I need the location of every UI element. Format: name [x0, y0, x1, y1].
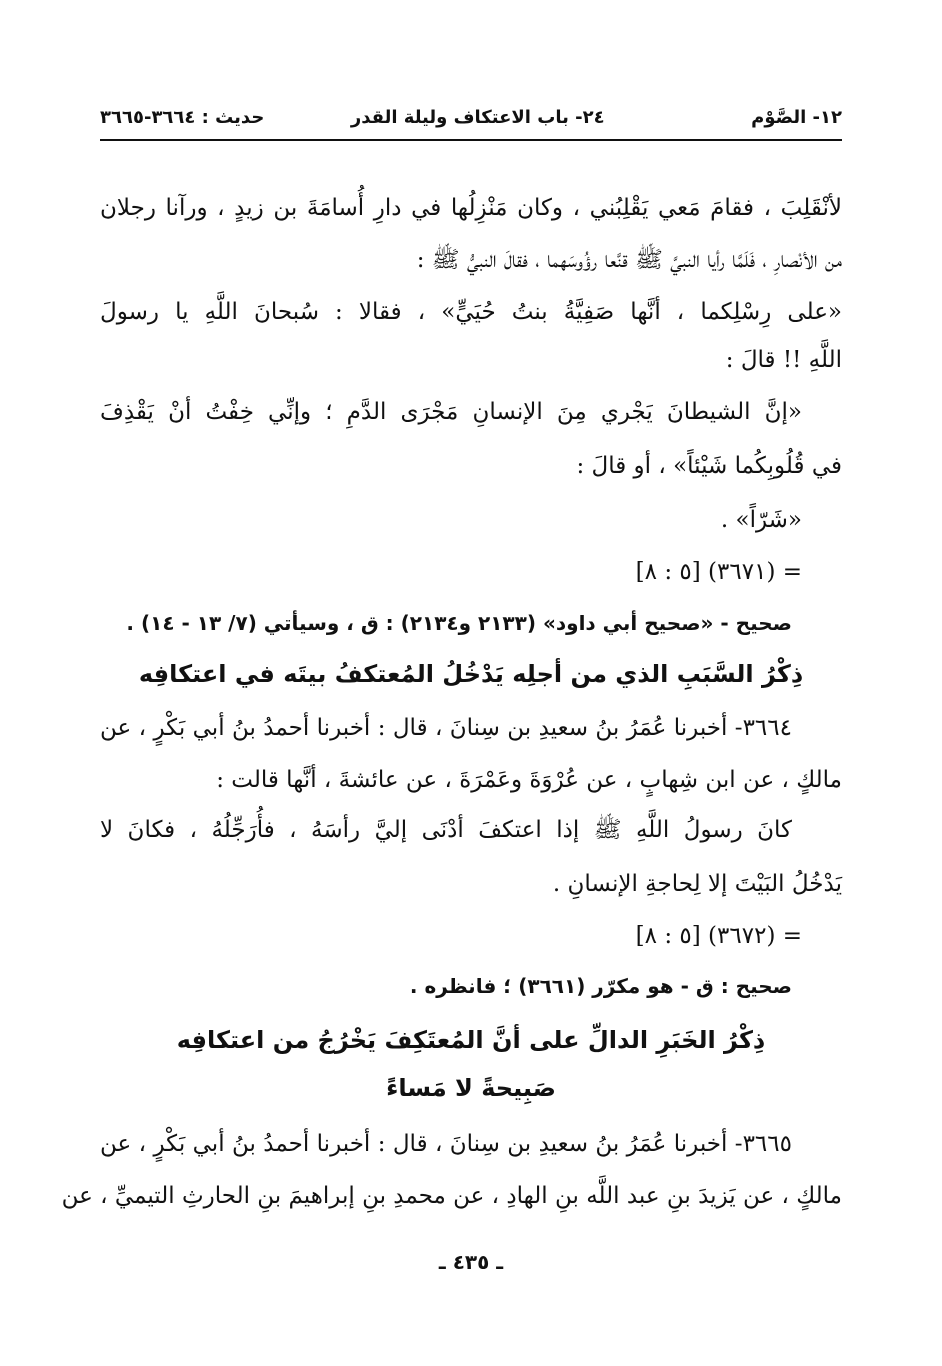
text-line: لأنْقَلِبَ ، فقامَ مَعي يَقْلِبُني ، وكان مَنْزِلُها في دارِ أُسامَةَ بن زيدٍ ، ورآنا رجلان — [100, 195, 842, 221]
header-rule — [100, 139, 842, 141]
section-heading: ذِكْرُ الخَبَرِ الدالِّ على أنَّ المُعتَكِفَ يَخْرُجُ من اعتكافِه — [176, 1026, 766, 1054]
header-chapter-title: ٢٤- باب الاعتكاف وليلة القدر — [350, 106, 605, 128]
header-hadith-range: حديث : ٣٦٦٤-٣٦٦٥ — [100, 106, 265, 128]
text-line: يَدْخُلُ البَيْتَ إلا لِحاجةِ الإنسانِ . — [552, 871, 842, 897]
text-line: مالكٍ ، عن يَزيدَ بنِ عبد اللَّه بنِ الهادِ ، عن محمدِ بنِ إبراهيمَ بنِ الحارثِ التيميِّ ، عن — [61, 1183, 842, 1209]
text-line: «على رِسْلِكما ، أنَّها صَفِيَّةُ بنتُ حُيَيٍّ» ، فقالا : سُبحانَ اللَّهِ يا رسولَ — [100, 299, 842, 325]
cross-reference: = (٣٦٧١) [٥ : ٨] — [635, 559, 802, 585]
section-heading: ذِكْرُ السَّبَبِ الذي من أجلِه يَدْخُلُ المُعتكفُ بيتَه في اعتكافِه — [138, 660, 804, 688]
text-line: اللَّهِ !! قالَ : — [725, 347, 842, 373]
grading-note: صحيح : ق - هو مكرّر (٣٦٦١) ؛ فانظره . — [409, 974, 792, 998]
cross-reference: = (٣٦٧٢) [٥ : ٨] — [635, 923, 802, 949]
text-line: «شَرّاً» . — [720, 507, 802, 533]
running-header — [100, 100, 842, 134]
page-number: ـ ٤٣٥ ـ — [438, 1250, 504, 1274]
header-book-title: ١٢- الصَّوْم — [751, 106, 842, 128]
section-heading-continued: صَبِيحةً لا مَساءً — [386, 1074, 556, 1102]
grading-note: صحيح - «صحيح أبي داود» (٢١٣٣ و٢١٣٤) : ق ، وسيأتي (٧/ ١٣ - ١٤) . — [126, 611, 792, 635]
text-line: من الأنْصارِ ، فَلَمَّا رأيا النبيَّ ﷺ قنَّعا رؤُوسَهما ، فقالَ النبيُّ ﷺ : — [416, 247, 842, 273]
hadith-3665-isnad: ٣٦٦٥- أخبرنا عُمَرُ بنُ سعيدِ بن سِنانَ ، قال : أخبرنا أحمدُ بنُ أبي بَكْرٍ ، عن — [100, 1131, 792, 1157]
text-line: «إنَّ الشيطانَ يَجْري مِنَ الإنسانِ مَجْرَى الدَّمِ ؛ وإنِّي خِفْتُ أنْ يَقْذِفَ — [100, 399, 802, 425]
hadith-3664-isnad: ٣٦٦٤- أخبرنا عُمَرُ بنُ سعيدِ بن سِنانَ ، قال : أخبرنا أحمدُ بنُ أبي بَكْرٍ ، عن — [100, 715, 792, 741]
text-line: في قُلُوبِكُما شَيْئاً» ، أو قالَ : — [576, 453, 842, 479]
hadith-3664-matn: كانَ رسولُ اللَّهِ ﷺ إذا اعتكفَ أدْنَى إليَّ رأسَهُ ، فأُرَجِّلُهُ ، فكانَ لا — [100, 817, 792, 843]
text-line: مالكٍ ، عن ابن شِهابٍ ، عن عُرْوَةَ وعَمْرَةَ ، عن عائشةَ ، أنَّها قالت : — [216, 767, 842, 793]
